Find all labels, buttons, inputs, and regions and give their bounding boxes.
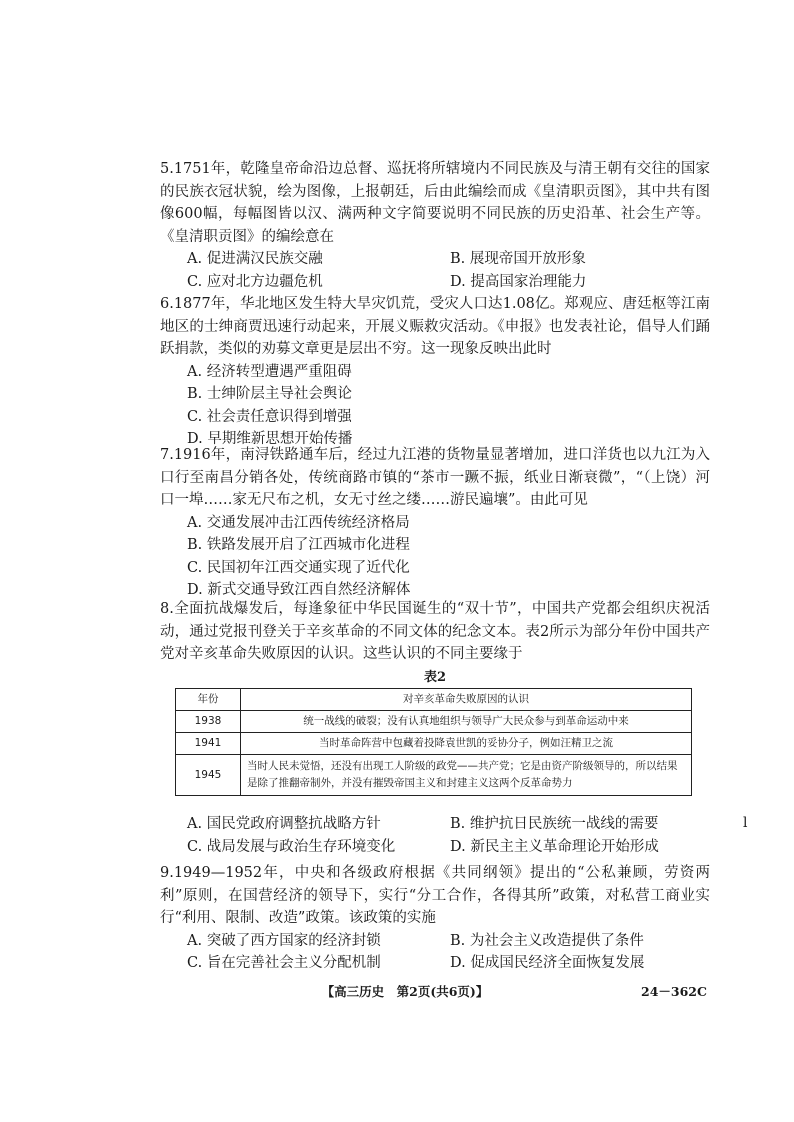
stray-mark: l — [743, 815, 748, 831]
question-7 — [160, 444, 710, 602]
question-stem: 5.1751年，乾隆皇帝命沿边总督、巡抚将所辖境内不同民族及与清王朝有交往的国家的民族衣冠状貌，绘为图像，上报朝廷，后由此编绘而成《皇清职贡图》，其中共有图像600幅，每幅图皆以汉、满两种文字简要说明不同民族的历史沿革、社会生产等。《皇清职贡图》的编绘意在 — [160, 161, 710, 245]
column-header-reason: 对辛亥革命失败原因的认识 — [241, 689, 692, 711]
question-5 — [160, 158, 710, 293]
option-b: B. 展现帝国开放形象 — [450, 251, 586, 267]
question-8-options — [160, 813, 710, 858]
question-stem: 9.1949—1952年，中央和各级政府根据《共同纲领》提出的“公私兼顾，劳资两利”原则，在国营经济的领导下，实行“分工合作，各得其所”政策，对私营工商业实行“利用、限制、改造”政策。该政策的实施 — [160, 865, 710, 926]
question-9 — [160, 862, 710, 975]
options-list — [187, 361, 710, 451]
table-row — [176, 755, 692, 796]
cell-text: 当时人民未觉悟，还没有出现工人阶级的政党——共产党；它是由资产阶级领导的，所以结果是除了推翻帝制外，并没有摧毁帝国主义和封建主义这两个反革命势力 — [241, 755, 692, 796]
cell-text: 统一战线的破裂；没有认真地组织与领导广大民众参与到革命运动中来 — [241, 711, 692, 733]
option-b: B. 维护抗日民族统一战线的需要 — [450, 816, 659, 832]
option-a: A. 国民党政府调整抗战略方针 — [187, 816, 381, 832]
footer-exam-code: 24－362C — [641, 984, 707, 999]
option-b: B. 铁路发展开启了江西城市化进程 — [187, 537, 410, 553]
option-a: A. 交通发展冲击江西传统经济格局 — [187, 514, 410, 531]
question-6 — [160, 293, 710, 451]
option-a: A. 经济转型遭遇严重阻碍 — [187, 363, 352, 380]
option-d: D. 新民主主义革命理论开始形成 — [450, 838, 659, 855]
table-row — [176, 733, 692, 755]
option-c: C. 战局发展与政治生存环境变化 — [187, 838, 396, 855]
option-d: D. 促成国民经济全面恢复发展 — [450, 955, 645, 971]
option-c: C. 民国初年江西交通实现了近代化 — [187, 559, 410, 576]
cell-text: 当时革命阵营中包藏着投降袁世凯的妥协分子，例如汪精卫之流 — [241, 733, 692, 755]
question-stem: 7.1916年，南浔铁路通车后，经过九江港的货物量显著增加，进口洋货也以九江为入口行至南昌分销各处，传统商路市镇的“茶市一蹶不振，纸业日渐衰微”，“（上饶）河口一埠……家无尺布之机，女无寸丝之缕……游民遍壤”。由此可见 — [160, 447, 710, 508]
table-row — [176, 711, 692, 733]
cell-year: 1938 — [176, 711, 241, 733]
option-c: C. 应对北方边疆危机 — [187, 273, 323, 290]
footer-page-info: 【高三历史 第2页(共6页)】 — [321, 984, 489, 999]
option-c: C. 旨在完善社会主义分配机制 — [187, 955, 381, 971]
question-8 — [160, 598, 710, 666]
options-list — [187, 512, 710, 602]
option-b: B. 士绅阶层主导社会舆论 — [187, 386, 352, 402]
options-grid — [187, 813, 710, 858]
options-grid — [187, 930, 710, 975]
options-grid — [187, 248, 710, 293]
question-stem: 8.全面抗战爆发后，每逢象征中华民国诞生的“双十节”，中国共产党都会组织庆祝活动，通过党报刊登关于辛亥革命的不同文体的纪念文本。表2所示为部分年份中国共产党对辛亥革命失败原因的认识。这些认识的不同主要缘于 — [160, 601, 710, 662]
option-d: D. 提高国家治理能力 — [450, 273, 587, 290]
option-d: D. 早期维新思想开始传播 — [187, 431, 353, 447]
option-a: A. 促进满汉民族交融 — [187, 251, 323, 267]
table-caption: 表2 — [423, 670, 447, 685]
option-d: D. 新式交通导致江西自然经济解体 — [187, 582, 411, 598]
cell-year: 1945 — [176, 755, 241, 796]
option-b: B. 为社会主义改造提供了条件 — [450, 932, 644, 949]
cell-year: 1941 — [176, 733, 241, 755]
question-stem: 6.1877年，华北地区发生特大旱灾饥荒，受灾人口达1.08亿。郑观应、唐廷枢等江南地区的士绅商贾迅速行动起来，开展义赈救灾活动。《申报》也发表社论，倡导人们踊跃捐款，类似的劝募文章更是层出不穷。这一现象反映出此时 — [160, 296, 710, 357]
table-header-row — [176, 689, 692, 711]
option-a: A. 突破了西方国家的经济封锁 — [187, 932, 381, 949]
data-table — [175, 688, 692, 796]
column-header-year: 年份 — [176, 689, 241, 711]
option-c: C. 社会责任意识得到增强 — [187, 408, 352, 425]
